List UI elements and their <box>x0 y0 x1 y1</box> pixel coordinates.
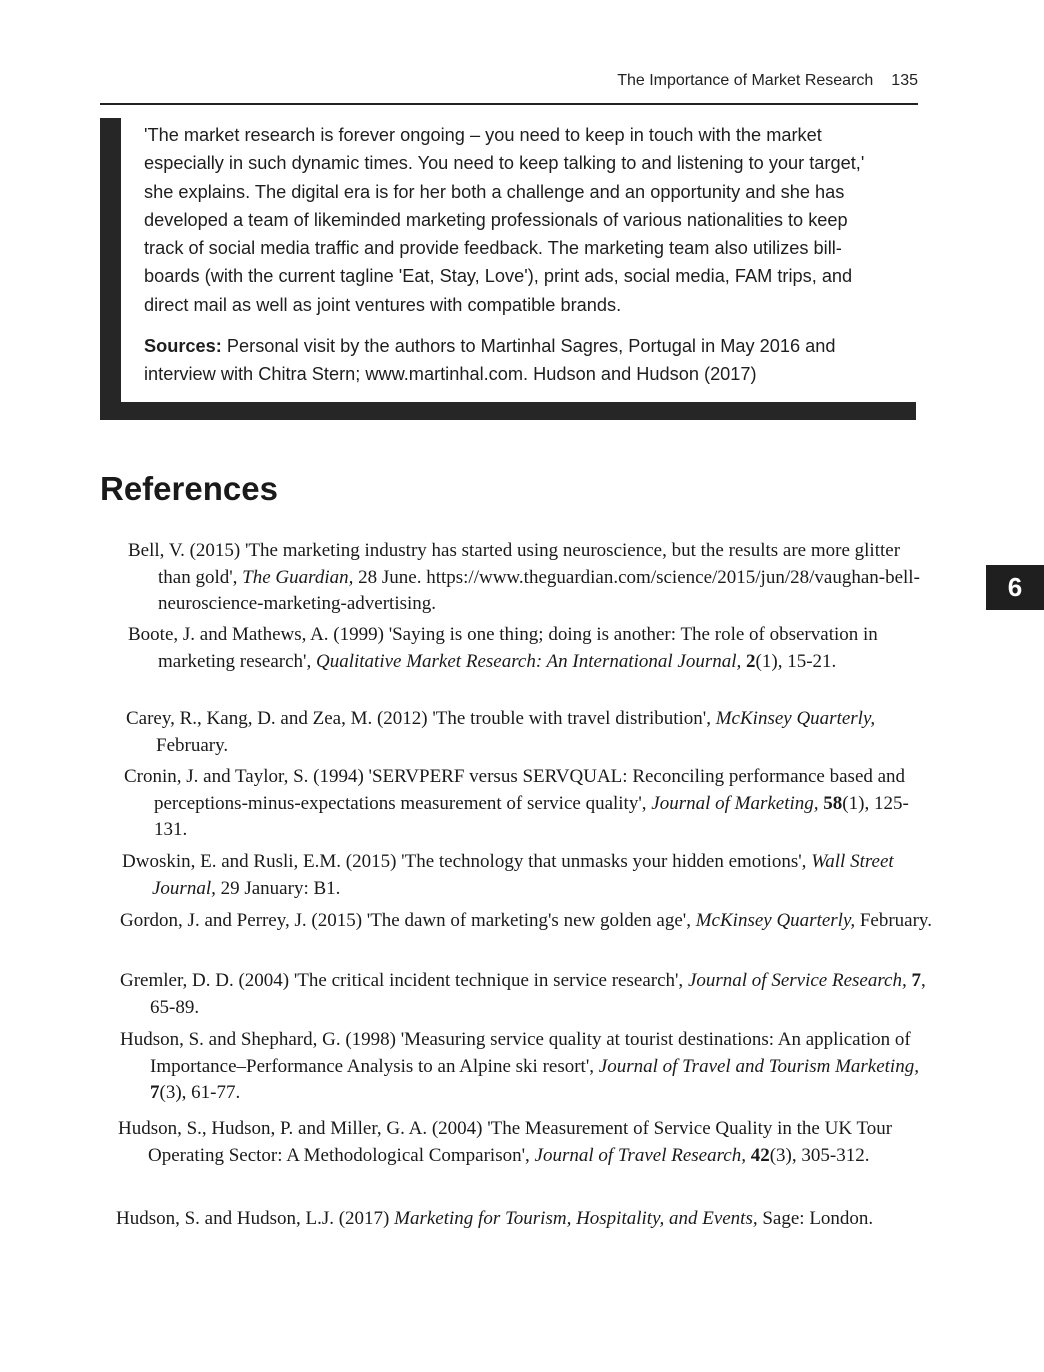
reference-item: Gremler, D. D. (2004) 'The critical incident technique in service research', Journal of Service Research, 7, 65-89. <box>120 970 926 1018</box>
running-header <box>100 72 918 96</box>
reference-item: Hudson, S. and Hudson, L.J. (2017) Marketing for Tourism, Hospitality, and Events, Sage: London. <box>116 1208 874 1229</box>
case-box-sources <box>144 332 892 389</box>
reference-item: Hudson, S. and Shephard, G. (1998) 'Measuring service quality at tourist destinations: An application of Importance–Performance Analysis to an Alpine ski resort', Journal of Travel and Tourism Marketing, 7(3), 61-77. <box>120 1029 919 1104</box>
chapter-tab: 6 <box>986 565 1044 610</box>
sources-label: Sources: <box>144 336 222 356</box>
case-box-bottom-bar <box>100 402 916 420</box>
reference-item: Dwoskin, E. and Rusli, E.M. (2015) 'The technology that unmasks your hidden emotions', Wall Street Journal, 29 January: B1. <box>122 851 894 899</box>
running-header-title: The Importance of Market Research <box>617 72 874 89</box>
case-box-left-bar <box>100 118 121 420</box>
reference-item: Cronin, J. and Taylor, S. (1994) 'SERVPERF versus SERVQUAL: Reconciling performance based and perceptions-minus-expectations measurement of service quality', Journal of Marketing, 58(1), 125-131. <box>124 766 909 841</box>
reference-item: Carey, R., Kang, D. and Zea, M. (2012) 'The trouble with travel distribution', McKinsey Quarterly, February. <box>126 708 876 756</box>
references-heading: References <box>100 470 278 507</box>
case-box-paragraph: 'The market research is forever ongoing – you need to keep in touch with the market especially in such dynamic times. You need to keep talking to and listening to your target,' she explains. The digital era is for her both a challenge and an opportunity and she has developed a team of likeminded marketing professionals of various nationalities to keep track of social media traffic and provide feedback. The marketing team also utilizes bill-boards (with the current tagline 'Eat, Stay, Love'), print ads, social media, FAM trips, and direct mail as well as joint ventures with compatible brands. <box>144 125 865 315</box>
header-rule <box>100 103 918 105</box>
page-number: 135 <box>891 72 918 89</box>
reference-item: Hudson, S., Hudson, P. and Miller, G. A. (2004) 'The Measurement of Service Quality in the UK Tour Operating Sector: A Methodological Comparison', Journal of Travel Research, 42(3), 305-312. <box>118 1118 893 1166</box>
reference-item: Boote, J. and Mathews, A. (1999) 'Saying is one thing; doing is another: The role of observation in marketing research', Qualitative Market Research: An International Journal, 2(1), 15-21. <box>128 624 878 672</box>
reference-item: Gordon, J. and Perrey, J. (2015) 'The dawn of marketing's new golden age', McKinsey Quarterly, February. <box>120 910 932 931</box>
reference-item: Bell, V. (2015) 'The marketing industry has started using neuroscience, but the results are more glitter than gold', The Guardian, 28 June. https://www.theguardian.com/science/2015/jun/28/vaughan-bell-neuroscience-marketing-advertising. <box>128 540 920 615</box>
sources-text: Personal visit by the authors to Martinhal Sagres, Portugal in May 2016 and interview with Chitra Stern; www.martinhal.com. Hudson and Hudson (2017) <box>144 336 836 385</box>
